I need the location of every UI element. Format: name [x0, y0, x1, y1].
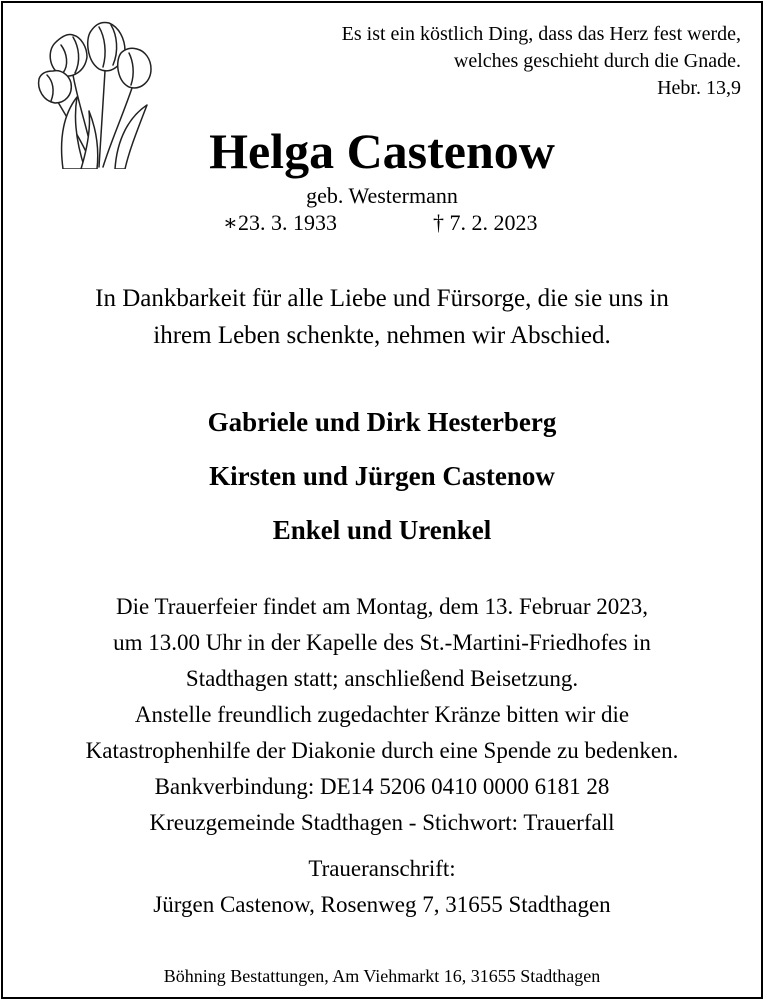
bible-verse [342, 21, 741, 102]
thanks-text [3, 280, 761, 354]
address-line: Jürgen Castenow, Rosenweg 7, 31655 Stadthagen [153, 892, 611, 917]
death-date: † 7. 2. 2023 [433, 210, 538, 235]
funeral-home: Böhning Bestattungen, Am Viehmarkt 16, 31655 Stadthagen [163, 966, 601, 986]
deceased-name: Helga Castenow [209, 123, 555, 179]
mourner-line: Enkel und Urenkel [272, 515, 492, 545]
address-label: Traueranschrift: [308, 856, 456, 881]
thanks-line: ihrem Leben schenkte, nehmen wir Abschied. [153, 322, 611, 349]
donation-keyword: Kreuzgemeinde Stadthagen - Stichwort: Trauerfall [149, 810, 615, 835]
ceremony-line: Stadthagen statt; anschließend Beisetzung. [185, 666, 579, 691]
birth-name: geb. Westermann [306, 183, 458, 208]
obituary-notice [1, 1, 763, 999]
ceremony-line: Katastrophenhilfe der Diakonie durch eine Spende zu bedenken. [85, 738, 679, 763]
birth-date: ∗23. 3. 1933 [223, 210, 337, 235]
ceremony-line: Anstelle freundlich zugedachter Kränze bitten wir die [134, 702, 630, 727]
verse-line: Es ist ein köstlich Ding, dass das Herz fest werde, [341, 23, 741, 45]
ceremony-info [3, 589, 761, 841]
mourning-address [3, 851, 761, 923]
verse-reference: Hebr. 13,9 [657, 77, 741, 99]
mourner-line: Kirsten und Jürgen Castenow [209, 461, 555, 491]
mourner-line: Gabriele und Dirk Hesterberg [207, 407, 557, 437]
bank-details: Bankverbindung: DE14 5206 0410 0000 6181 28 [154, 774, 610, 799]
ceremony-line: um 13.00 Uhr in der Kapelle des St.-Martini-Friedhofes in [113, 630, 651, 655]
verse-line: welches geschieht durch die Gnade. [453, 50, 741, 72]
thanks-line: In Dankbarkeit für alle Liebe und Fürsorge, die sie uns in [95, 285, 669, 312]
mourners-list [3, 395, 761, 557]
ceremony-line: Die Trauerfeier findet am Montag, dem 13. Februar 2023, [115, 594, 649, 619]
